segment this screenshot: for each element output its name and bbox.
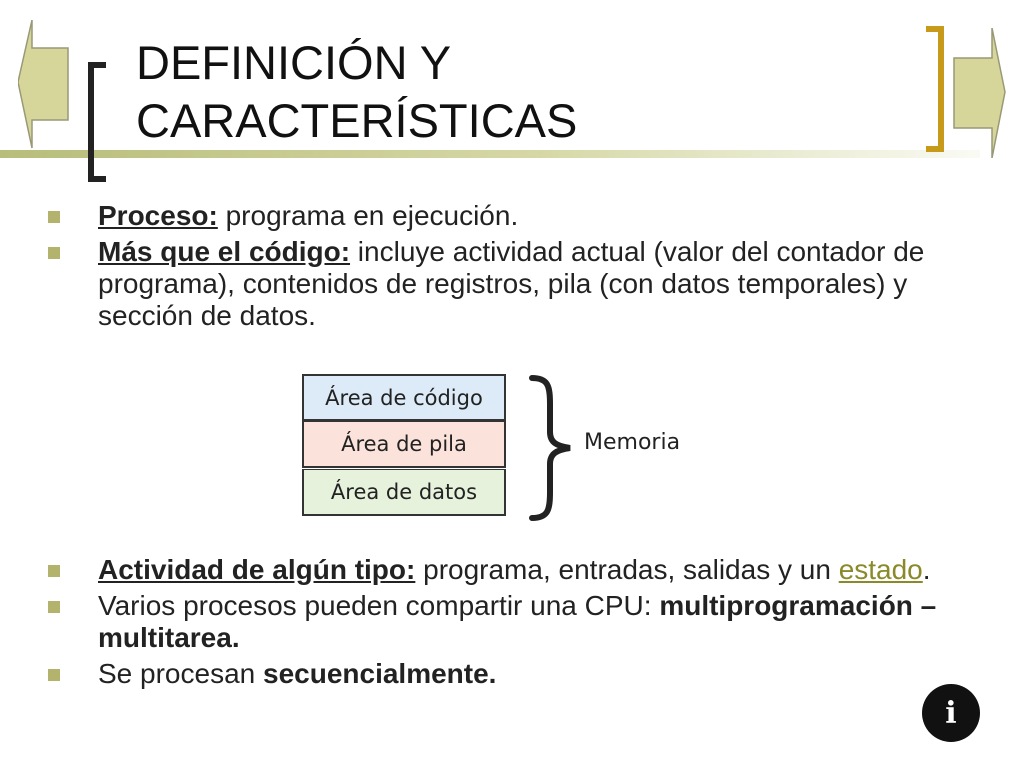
bullet-text: programa, entradas, salidas y un [415,554,839,585]
title-underline [0,150,980,158]
bullet-text-end: . [922,554,931,585]
bullet-item [46,200,1006,232]
slide-title [136,34,896,150]
bullet-square-icon [48,601,60,613]
bullet-strong-text: multiprogramación – multitarea. [98,590,937,653]
left-bracket-decoration [88,62,106,182]
right-arrow-icon [952,28,1006,158]
memory-label: Memoria [584,430,681,455]
left-arrow-icon [18,20,70,150]
bullet-term: Más que el código: [98,236,351,267]
bullet-item [46,658,1006,690]
bullet-square-icon [48,565,60,577]
next-slide-button[interactable] [952,28,1006,158]
bullet-strong-text: secuencialmente. [263,658,497,689]
bullet-list-top [46,200,1006,336]
memory-diagram [300,374,720,522]
bullet-item [46,236,1006,332]
bullet-square-icon [48,247,60,259]
estado-link[interactable]: estado [838,554,923,585]
title-line-1: DEFINICIÓN Y [136,36,452,89]
bullet-text: Varios procesos pueden compartir una CPU: [98,590,660,621]
bullet-square-icon [48,211,60,223]
bullet-text: Se procesan [98,658,263,689]
info-button[interactable] [922,684,980,742]
curly-brace-icon [526,374,576,522]
bullet-term: Proceso: [98,200,218,231]
bullet-text: incluye actividad actual (valor del contador de programa), contenidos de registros, pila (con datos temporales) y sección de datos. [98,236,925,331]
bullet-item [46,554,1006,586]
stack-area-box: Área de pila [302,421,506,468]
bullet-text: programa en ejecución. [217,200,519,231]
title-line-2: CARACTERÍSTICAS [136,94,578,147]
bullet-term: Actividad de algún tipo: [98,554,416,585]
bullet-list-bottom [46,554,1006,694]
data-area-box: Área de datos [302,469,506,516]
code-area-box: Área de código [302,374,506,421]
info-icon: i [945,695,957,731]
bullet-item [46,590,1006,654]
bullet-square-icon [48,669,60,681]
right-bracket-decoration [926,26,944,152]
prev-slide-button[interactable] [18,20,70,150]
